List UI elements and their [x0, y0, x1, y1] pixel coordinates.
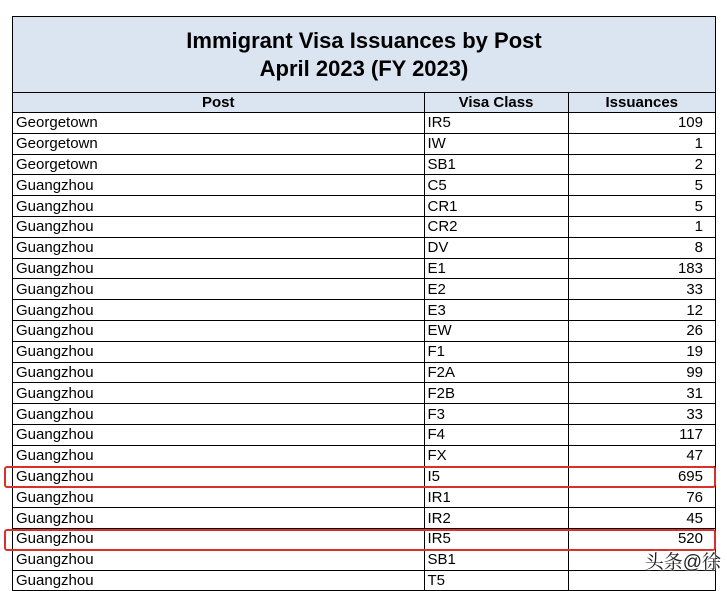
issuances-cell: 117: [568, 424, 715, 445]
table-row: [13, 445, 715, 466]
visa-class-cell: CR1: [424, 196, 568, 217]
post-cell: Guangzhou: [13, 424, 424, 445]
column-header-issuances: Issuances: [568, 93, 715, 113]
visa-class-cell: DV: [424, 237, 568, 258]
issuance-table: [13, 93, 715, 591]
post-cell: Guangzhou: [13, 216, 424, 237]
issuances-cell: 520: [568, 528, 715, 549]
table-row: [13, 528, 715, 549]
visa-class-cell: IR2: [424, 508, 568, 529]
table-row: [13, 487, 715, 508]
issuances-cell: 45: [568, 508, 715, 529]
table-row: [13, 175, 715, 196]
table-row: [13, 216, 715, 237]
table-row: [13, 320, 715, 341]
table-row: [13, 404, 715, 425]
issuances-cell: 695: [568, 466, 715, 487]
table-row: [13, 508, 715, 529]
issuances-cell: 109: [568, 113, 715, 134]
issuances-cell: 19: [568, 341, 715, 362]
visa-class-cell: E1: [424, 258, 568, 279]
post-cell: Guangzhou: [13, 383, 424, 404]
issuances-cell: 5: [568, 175, 715, 196]
title-line-1: Immigrant Visa Issuances by Post: [186, 27, 542, 53]
post-cell: Guangzhou: [13, 320, 424, 341]
visa-class-cell: SB1: [424, 549, 568, 570]
table-row: [13, 570, 715, 591]
table-row: [13, 362, 715, 383]
visa-class-cell: F2A: [424, 362, 568, 383]
post-cell: Guangzhou: [13, 487, 424, 508]
issuances-cell: 183: [568, 258, 715, 279]
visa-class-cell: IR5: [424, 528, 568, 549]
column-header-visa-class: Visa Class: [424, 93, 568, 113]
post-cell: Georgetown: [13, 154, 424, 175]
post-cell: Guangzhou: [13, 404, 424, 425]
visa-class-cell: IR5: [424, 113, 568, 134]
post-cell: Georgetown: [13, 133, 424, 154]
visa-class-cell: F2B: [424, 383, 568, 404]
visa-class-cell: SB1: [424, 154, 568, 175]
visa-class-cell: E3: [424, 300, 568, 321]
issuances-cell: 2: [568, 154, 715, 175]
visa-class-cell: E2: [424, 279, 568, 300]
table-row: [13, 466, 715, 487]
visa-class-cell: FX: [424, 445, 568, 466]
title-line-2: April 2023 (FY 2023): [259, 55, 469, 81]
post-cell: Guangzhou: [13, 549, 424, 570]
table-row: [13, 237, 715, 258]
visa-class-cell: I5: [424, 466, 568, 487]
visa-class-cell: IW: [424, 133, 568, 154]
column-header-post: Post: [13, 93, 424, 113]
post-cell: Guangzhou: [13, 508, 424, 529]
post-cell: Guangzhou: [13, 258, 424, 279]
issuances-cell: 31: [568, 383, 715, 404]
post-cell: Guangzhou: [13, 300, 424, 321]
post-cell: Guangzhou: [13, 570, 424, 591]
post-cell: Guangzhou: [13, 341, 424, 362]
post-cell: Guangzhou: [13, 466, 424, 487]
table-row: [13, 154, 715, 175]
table-title: [13, 17, 715, 93]
table-row: [13, 341, 715, 362]
issuances-cell: 47: [568, 445, 715, 466]
visa-class-cell: F3: [424, 404, 568, 425]
table-row: [13, 383, 715, 404]
issuances-cell: 26: [568, 320, 715, 341]
post-cell: Guangzhou: [13, 196, 424, 217]
table-row: [13, 279, 715, 300]
post-cell: Guangzhou: [13, 237, 424, 258]
issuances-cell: 99: [568, 362, 715, 383]
post-cell: Guangzhou: [13, 362, 424, 383]
visa-class-cell: IR1: [424, 487, 568, 508]
visa-class-cell: F1: [424, 341, 568, 362]
issuances-cell: 12: [568, 300, 715, 321]
post-cell: Guangzhou: [13, 445, 424, 466]
issuances-cell: 33: [568, 404, 715, 425]
table-row: [13, 196, 715, 217]
table-row: [13, 300, 715, 321]
post-cell: Guangzhou: [13, 528, 424, 549]
visa-class-cell: T5: [424, 570, 568, 591]
issuances-cell: 76: [568, 487, 715, 508]
issuances-cell: 1: [568, 133, 715, 154]
post-cell: Georgetown: [13, 113, 424, 134]
visa-issuance-sheet: [12, 16, 716, 591]
visa-class-cell: EW: [424, 320, 568, 341]
visa-class-cell: F4: [424, 424, 568, 445]
watermark-text: 头条@徐: [644, 552, 721, 573]
issuances-cell: 33: [568, 279, 715, 300]
visa-class-cell: CR2: [424, 216, 568, 237]
issuances-cell: 5: [568, 196, 715, 217]
table-row: [13, 258, 715, 279]
issuances-cell: 1: [568, 216, 715, 237]
table-row: [13, 549, 715, 570]
visa-class-cell: C5: [424, 175, 568, 196]
table-row: [13, 113, 715, 134]
post-cell: Guangzhou: [13, 279, 424, 300]
table-row: [13, 424, 715, 445]
post-cell: Guangzhou: [13, 175, 424, 196]
issuances-cell: 8: [568, 237, 715, 258]
header-row: [13, 93, 715, 113]
table-row: [13, 133, 715, 154]
